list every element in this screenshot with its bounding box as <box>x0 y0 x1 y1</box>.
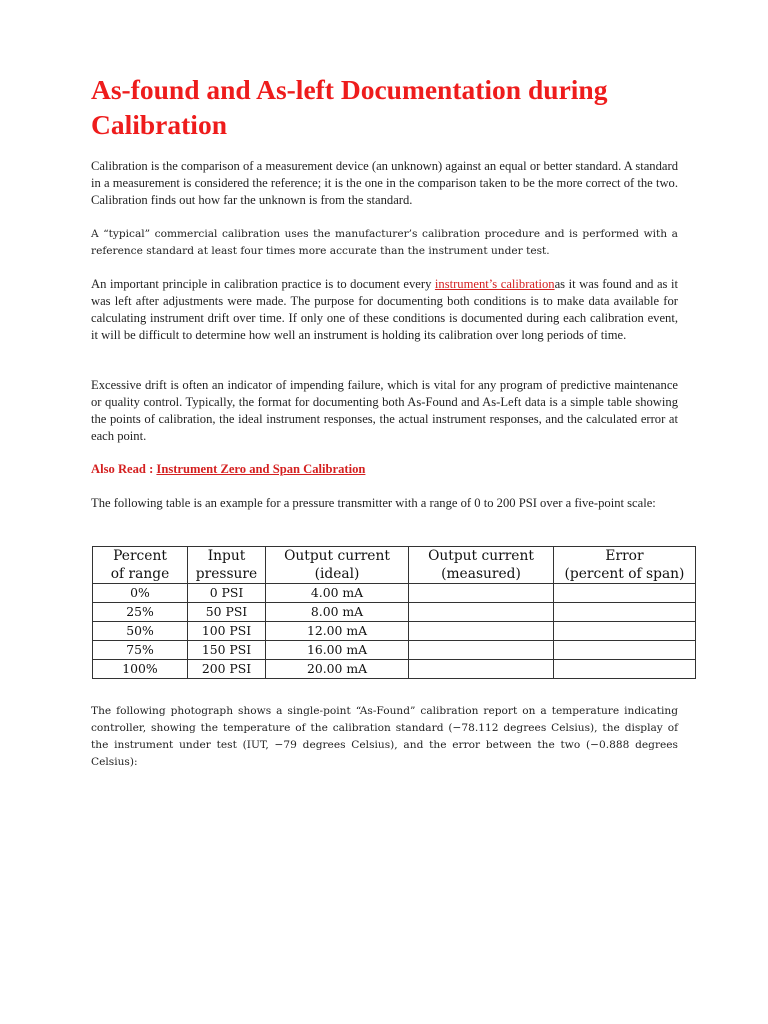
page-title: As-found and As-left Documentation during Calibration <box>91 74 608 140</box>
cell-error <box>554 660 696 679</box>
cell-percent: 25% <box>93 603 188 622</box>
table-row <box>93 603 696 622</box>
principle-paragraph <box>91 276 678 344</box>
cell-measured-current <box>409 584 554 603</box>
also-read-label: Also Read : <box>91 462 157 476</box>
cell-pressure: 150 PSI <box>188 641 266 660</box>
header-error: Error (percent of span) <box>554 547 696 584</box>
also-read <box>91 461 678 478</box>
photograph-paragraph: The following photograph shows a single-point “As-Found” calibration report on a temperature indicating controller, showing the temperature of the calibration standard (−78.112 degrees Celsius), the display of the instrument under test (IUT, −79 degrees Celsius), and the error between the two (−0.888 degrees Celsius): <box>91 705 678 768</box>
cell-percent: 100% <box>93 660 188 679</box>
calibration-table <box>92 546 696 679</box>
header-output-measured: Output current (measured) <box>409 547 554 584</box>
typical-calibration-paragraph: A “typical” commercial calibration uses the manufacturer’s calibration procedure and is performed with a reference standard at least four times more accurate than the instrument under test. <box>91 228 678 257</box>
table-row <box>93 660 696 679</box>
intro-paragraph: Calibration is the comparison of a measurement device (an unknown) against an equal or better standard. A standard in a measurement is considered the reference; it is the one in the comparison taken to be the more correct of the two. Calibration finds out how far the unknown is from the standard. <box>91 159 678 207</box>
cell-ideal-current: 4.00 mA <box>266 584 409 603</box>
cell-pressure: 50 PSI <box>188 603 266 622</box>
cell-pressure: 0 PSI <box>188 584 266 603</box>
cell-ideal-current: 8.00 mA <box>266 603 409 622</box>
cell-percent: 0% <box>93 584 188 603</box>
table-row <box>93 641 696 660</box>
cell-error <box>554 603 696 622</box>
cell-percent: 50% <box>93 622 188 641</box>
cell-error <box>554 641 696 660</box>
cell-ideal-current: 20.00 mA <box>266 660 409 679</box>
principle-text-end: as it was found and as it was left after adjustments were made. The purpose for documenting both conditions is to make data available for calculating instrument drift over time. If only one of these conditions is documented during each calibration event, it will be difficult to determine how well an instrument is holding its calibration over long periods of time. <box>91 277 679 342</box>
cell-measured-current <box>409 622 554 641</box>
cell-measured-current <box>409 660 554 679</box>
cell-ideal-current: 16.00 mA <box>266 641 409 660</box>
drift-paragraph: Excessive drift is often an indicator of impending failure, which is vital for any program of predictive maintenance or quality control. Typically, the format for documenting both As-Found and As-Left data is a simple table showing the points of calibration, the ideal instrument responses, the actual instrument responses, and the calculated error at each point. <box>91 378 678 443</box>
cell-pressure: 100 PSI <box>188 622 266 641</box>
cell-measured-current <box>409 641 554 660</box>
header-output-ideal: Output current (ideal) <box>266 547 409 584</box>
header-input-pressure: Input pressure <box>188 547 266 584</box>
cell-pressure: 200 PSI <box>188 660 266 679</box>
cell-percent: 75% <box>93 641 188 660</box>
cell-ideal-current: 12.00 mA <box>266 622 409 641</box>
table-header-row <box>93 547 696 584</box>
instrument-calibration-link[interactable]: instrument’s calibration <box>434 277 555 291</box>
principle-text-start: An important principle in calibration practice is to document every <box>91 277 435 291</box>
zero-span-calibration-link[interactable]: Instrument Zero and Span Calibration <box>156 462 366 476</box>
cell-error <box>554 622 696 641</box>
cell-measured-current <box>409 603 554 622</box>
header-percent-of-range: Percent of range <box>93 547 188 584</box>
table-row <box>93 584 696 603</box>
cell-error <box>554 584 696 603</box>
table-row <box>93 622 696 641</box>
table-intro-paragraph: The following table is an example for a pressure transmitter with a range of 0 to 200 PSI over a five-point scale: <box>91 496 656 510</box>
